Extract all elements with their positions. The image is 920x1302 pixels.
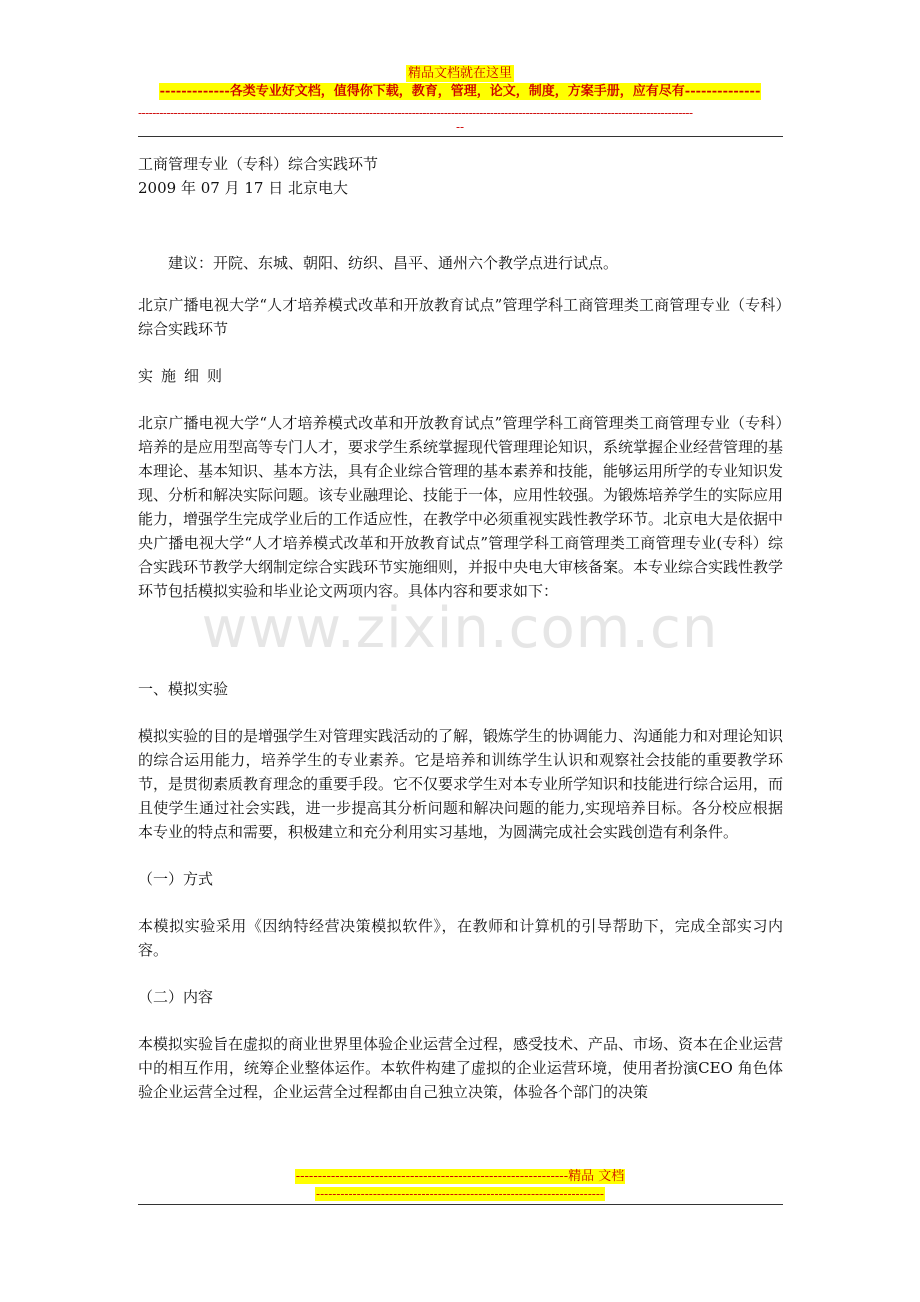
footer-line-2-text: ----------------------------------------------------------------------- (316, 1187, 604, 1201)
program-title: 北京广播电视大学“人才培养模式改革和开放教育试点”管理学科工商管理类工商管理专业（专科）综合实践环节 (138, 296, 783, 338)
subsection-heading-1: （一）方式 (138, 870, 214, 888)
header-dash-end: -- (455, 120, 465, 134)
header-rule (138, 136, 783, 137)
footer-line-2 (0, 1187, 920, 1201)
section-heading-1: 一、模拟实验 (138, 680, 229, 698)
header-banner (0, 84, 920, 100)
intro-paragraph: 北京广播电视大学“人才培养模式改革和开放教育试点”管理学科工商管理类工商管理专业（专科）培养的是应用型高等专门人才，要求学生系统掌握现代管理理论知识，系统掌握企业经营管理的基本理论、基本知识、基本方法，具有企业综合管理的基本素养和技能，能够运用所学的专业知识发现、分析和解决实际问题。该专业融理论、技能于一体，应用性较强。为锻炼培养学生的实际应用能力，增强学生完成学业后的工作适应性，在教学中必须重视实践性教学环节。北京电大是依据中央广播电视大学“人才培养模式改革和开放教育试点”管理学科工商管理类工商管理专业(专科）综合实践环节教学大纲制定综合实践环节实施细则，并报中央电大审核备案。本专业综合实践性教学环节包括模拟实验和毕业论文两项内容。具体内容和要求如下： (138, 414, 784, 600)
header-dash-line: ------------------------------------------------------------------------------------------------------------------------------------------------------------ (138, 106, 693, 120)
header-banner-text: -------------各类专业好文档，值得你下载，教育，管理，论文，制度，方案手册，应有尽有-------------- (159, 84, 761, 99)
section-1-paragraph: 模拟实验的目的是增强学生对管理实践活动的了解，锻炼学生的协调能力、沟通能力和对理论知识的综合运用能力，培养学生的专业素养。它是培养和训练学生认识和观察社会技能的重要教学环节，是贯彻素质教育理念的重要手段。它不仅要求学生对本专业所学知识和技能进行综合运用，而且使学生通过社会实践，进一步提高其分析问题和解决问题的能力,实现培养目标。各分校应根据本专业的特点和需要，积极建立和充分利用实习基地，为圆满完成社会实践创造有利条件。 (138, 727, 784, 841)
footer-rule (138, 1204, 783, 1205)
rules-heading: 实施细则 (138, 367, 231, 385)
header-title-text: 精品文档就在这里 (407, 66, 512, 81)
header-title (0, 66, 920, 82)
footer-line-1 (0, 1169, 920, 1185)
subsection-1-paragraph: 本模拟实验采用《因纳特经营决策模拟软件》，在教师和计算机的引导帮助下，完成全部实习内容。 (138, 917, 783, 959)
doc-title-line: 工商管理专业（专科）综合实践环节 (138, 155, 379, 173)
doc-date-line: 2009 年 07 月 17 日 北京电大 (138, 179, 348, 197)
footer-line-1-text: --------------------------------------------------------------精品 文档 (295, 1169, 625, 1184)
subsection-2-paragraph: 本模拟实验旨在虚拟的商业世界里体验企业运营全过程，感受技术、产品、市场、资本在企业运营中的相互作用，统筹企业整体运作。本软件构建了虚拟的企业运营环境，使用者扮演CEO 角色体验企业运营全过程，企业运营全过程都由自己独立决策，体验各个部门的决策 (138, 1035, 784, 1101)
document-body (138, 152, 783, 1104)
watermark: www.zixin.com.cn (201, 596, 719, 661)
subsection-heading-2: （二）内容 (138, 988, 214, 1006)
suggestion-paragraph: 建议：开院、东城、朝阳、纺织、昌平、通州六个教学点进行试点。 (168, 254, 619, 272)
